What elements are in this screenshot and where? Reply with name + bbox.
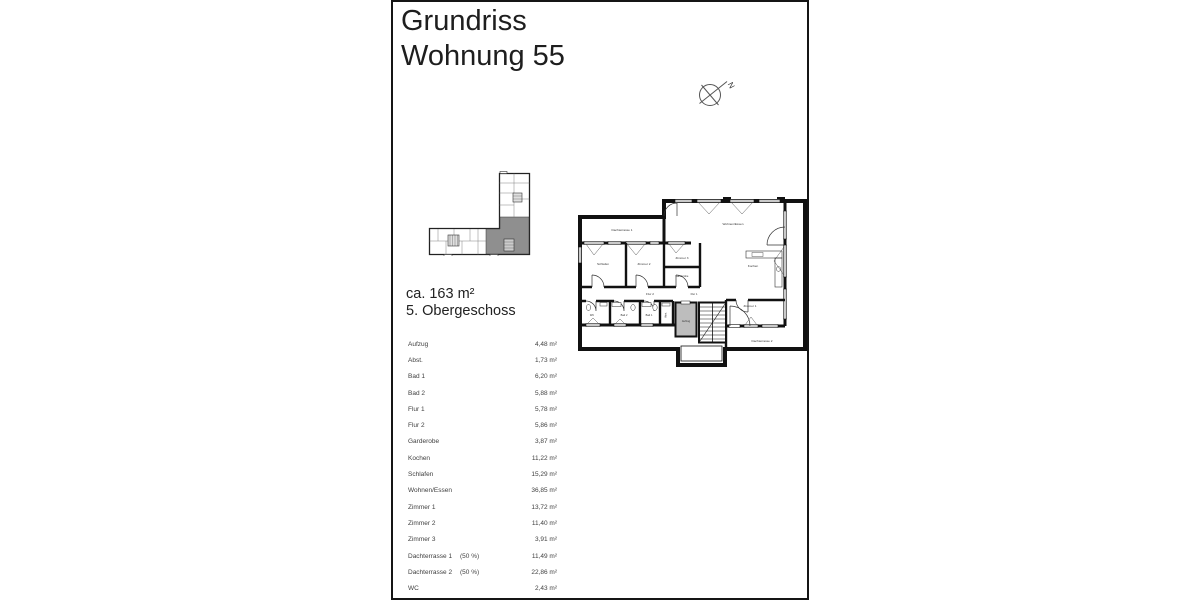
north-label: N — [725, 80, 737, 91]
table-row — [408, 417, 557, 433]
room-name: Dachterrasse 2 — [408, 568, 453, 576]
table-row — [408, 369, 557, 385]
table-row — [408, 532, 557, 548]
room-name: Bad 1 — [408, 373, 425, 381]
room-area: 11,40 m² — [531, 519, 557, 527]
room-area: 4,48 m² — [534, 340, 557, 348]
label-zimmer-3: Zimmer 3 — [675, 256, 689, 260]
room-name: Bad 2 — [408, 389, 425, 397]
table-row — [408, 336, 557, 352]
label-wohnen-essen: Wohnen/Essen — [722, 222, 744, 226]
label-aufzug: Aufzug — [681, 320, 691, 323]
table-row — [408, 483, 557, 499]
label-dachterrasse-1: Dachterrasse 1 — [611, 228, 633, 232]
room-name: Zimmer 1 — [408, 503, 436, 511]
room-area: 2,43 m² — [534, 585, 557, 593]
room-name: Abst. — [408, 356, 423, 364]
title-line-2: Wohnung 55 — [401, 40, 565, 72]
label-bad-1: Bad 1 — [645, 314, 653, 317]
room-name: Flur 2 — [408, 422, 425, 430]
room-area: 36,85 m² — [531, 487, 557, 495]
table-row — [408, 515, 557, 531]
table-row — [408, 548, 557, 564]
table-row — [408, 450, 557, 466]
plan-page — [391, 0, 809, 600]
table-row — [408, 466, 557, 482]
title-line-1: Grundriss — [401, 5, 527, 37]
page-title — [401, 4, 565, 74]
room-area: 3,87 m² — [534, 438, 557, 446]
label-zimmer-2: Zimmer 2 — [637, 262, 651, 266]
room-area: 5,86 m² — [534, 422, 557, 430]
compass-icon — [686, 70, 738, 116]
table-row — [408, 385, 557, 401]
room-name: Flur 1 — [408, 405, 425, 413]
staircase — [699, 303, 726, 343]
room-name: WC — [408, 585, 419, 593]
apartment-area: ca. 163 m² — [406, 286, 475, 302]
room-name: Aufzug — [408, 340, 429, 348]
room-area: 13,72 m² — [531, 503, 557, 511]
room-name: Zimmer 2 — [408, 519, 436, 527]
room-area: 22,86 m² — [531, 568, 557, 576]
table-row — [408, 401, 557, 417]
room-note: (50 %) — [460, 552, 480, 560]
room-name: Dachterrasse 1 — [408, 552, 453, 560]
room-area: 5,78 m² — [534, 405, 557, 413]
label-flur-1: Flur 1 — [690, 293, 698, 296]
table-row — [408, 352, 557, 368]
room-name: Garderobe — [408, 438, 440, 446]
room-name: Wohnen/Essen — [408, 487, 452, 495]
area-note — [406, 286, 516, 320]
room-name: Zimmer 3 — [408, 536, 436, 544]
label-zimmer-1: Zimmer 1 — [743, 304, 757, 308]
bottom-recess — [681, 346, 722, 361]
label-schlafen: Schlafen — [596, 262, 610, 266]
table-row — [408, 564, 557, 580]
room-area: 11,49 m² — [531, 552, 557, 560]
room-area: 3,91 m² — [534, 536, 557, 544]
room-name: Schlafen — [408, 471, 434, 479]
room-area: 11,22 m² — [531, 454, 557, 462]
room-area-table — [408, 336, 557, 597]
label-garderobe: Garderobe — [675, 275, 689, 278]
table-row — [408, 434, 557, 450]
label-dachterrasse-2: Dachterrasse 2 — [751, 339, 773, 343]
room-area: 1,73 m² — [534, 356, 557, 364]
table-row — [408, 580, 557, 596]
elevator — [676, 301, 697, 337]
label-bad-2: Bad 2 — [620, 314, 628, 317]
room-note: (50 %) — [460, 568, 480, 576]
floor-plan — [578, 195, 808, 370]
label-abst: Abst. — [664, 312, 668, 318]
room-area: 15,29 m² — [531, 471, 557, 479]
key-plan — [428, 171, 531, 256]
label-kochen: Kochen — [747, 264, 759, 268]
label-flur-2: Flur 2 — [646, 292, 654, 296]
floor-level: 5. Obergeschoss — [406, 303, 516, 319]
room-name: Kochen — [408, 454, 431, 462]
table-row — [408, 499, 557, 515]
label-wc: WC — [589, 314, 595, 317]
room-area: 5,88 m² — [534, 389, 557, 397]
room-area: 6,20 m² — [534, 373, 557, 381]
